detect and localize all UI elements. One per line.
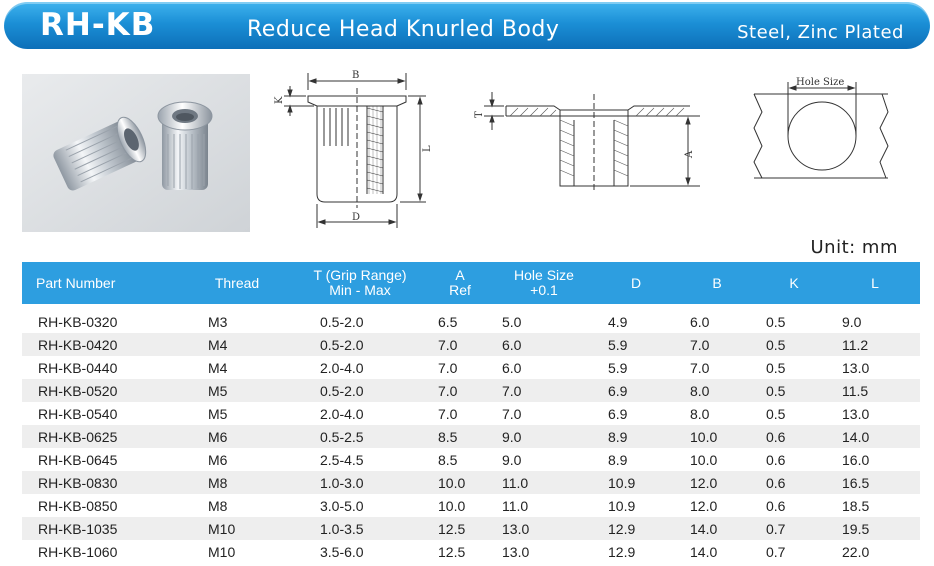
hole-size-drawing xyxy=(748,72,894,200)
table-cell: RH-KB-0420 xyxy=(22,333,182,356)
table-cell: 9.0 xyxy=(830,310,920,333)
table-cell: M5 xyxy=(182,379,292,402)
table-cell: RH-KB-0540 xyxy=(22,402,182,425)
table-cell: 0.7 xyxy=(758,517,830,540)
table-cell: 19.5 xyxy=(830,517,920,540)
table-cell: 1.0-3.5 xyxy=(292,517,428,540)
table-cell: 14.0 xyxy=(676,540,758,563)
table-cell: 0.6 xyxy=(758,425,830,448)
table-cell: 7.0 xyxy=(428,333,492,356)
table-cell: 7.0 xyxy=(428,356,492,379)
table-cell: 7.0 xyxy=(492,402,596,425)
dim-k-label: K xyxy=(274,96,285,104)
table-cell: 7.0 xyxy=(676,356,758,379)
table-cell: 9.0 xyxy=(492,425,596,448)
table-cell: 0.5 xyxy=(758,356,830,379)
table-cell: 11.0 xyxy=(492,494,596,517)
table-cell: RH-KB-0830 xyxy=(22,471,182,494)
table-cell: M3 xyxy=(182,310,292,333)
table-cell: M8 xyxy=(182,494,292,517)
table-cell: 7.0 xyxy=(676,333,758,356)
table-cell: 2.0-4.0 xyxy=(292,402,428,425)
table-cell: 10.0 xyxy=(428,471,492,494)
table-cell: RH-KB-1060 xyxy=(22,540,182,563)
column-header-line1: B xyxy=(712,274,722,291)
table-cell: 7.0 xyxy=(492,379,596,402)
column-header-line1: Thread xyxy=(214,274,260,291)
title-banner xyxy=(4,2,930,49)
table-cell: 0.6 xyxy=(758,448,830,471)
table-cell: 6.9 xyxy=(596,379,676,402)
table-cell: M5 xyxy=(182,402,292,425)
table-cell: 13.0 xyxy=(492,517,596,540)
table-cell: 13.0 xyxy=(492,540,596,563)
table-body xyxy=(22,304,920,563)
table-cell: 8.5 xyxy=(428,448,492,471)
table-cell: 5.9 xyxy=(596,333,676,356)
table-cell: 5.9 xyxy=(596,356,676,379)
table-cell: M6 xyxy=(182,425,292,448)
table-cell: 13.0 xyxy=(830,402,920,425)
dim-d-label: D xyxy=(352,212,361,223)
table-cell: 10.9 xyxy=(596,494,676,517)
table-cell: 10.0 xyxy=(676,448,758,471)
table-cell: 0.5-2.0 xyxy=(292,310,428,333)
table-cell: 13.0 xyxy=(830,356,920,379)
table-header-row xyxy=(22,262,920,304)
installed-section-drawing xyxy=(476,80,700,200)
table-cell: RH-KB-0850 xyxy=(22,494,182,517)
dim-b-label: B xyxy=(352,70,360,81)
unit-label: Unit: mm xyxy=(810,237,898,258)
table-cell: 6.0 xyxy=(492,333,596,356)
table-row xyxy=(22,356,920,379)
table-cell: 14.0 xyxy=(676,517,758,540)
table-cell: 3.0-5.0 xyxy=(292,494,428,517)
table-cell: 0.5 xyxy=(758,402,830,425)
dim-l-label: L xyxy=(422,145,433,152)
table-row xyxy=(22,517,920,540)
table-cell: 1.0-3.0 xyxy=(292,471,428,494)
table-cell: 0.5 xyxy=(758,379,830,402)
table-cell: M4 xyxy=(182,356,292,379)
column-header-line1: Hole Size xyxy=(514,267,574,283)
table-cell: 8.9 xyxy=(596,425,676,448)
table-cell: 3.5-6.0 xyxy=(292,540,428,563)
table-cell: 22.0 xyxy=(830,540,920,563)
table-cell: 10.0 xyxy=(676,425,758,448)
table-cell: 4.9 xyxy=(596,310,676,333)
table-cell: RH-KB-0520 xyxy=(22,379,182,402)
table-cell: 0.7 xyxy=(758,540,830,563)
table-cell: 12.9 xyxy=(596,540,676,563)
column-header xyxy=(292,262,428,304)
table-cell: RH-KB-0320 xyxy=(22,310,182,333)
dim-a-label: A xyxy=(684,150,695,158)
spec-table xyxy=(22,262,920,563)
table-row xyxy=(22,310,920,333)
column-header xyxy=(22,262,182,304)
column-header-line2: +0.1 xyxy=(530,282,558,298)
table-cell: 12.5 xyxy=(428,517,492,540)
table-cell: M8 xyxy=(182,471,292,494)
table-cell: 5.0 xyxy=(492,310,596,333)
table-cell: 2.5-4.5 xyxy=(292,448,428,471)
table-cell: 12.0 xyxy=(676,471,758,494)
table-row xyxy=(22,540,920,563)
table-cell: 0.5 xyxy=(758,310,830,333)
table-cell: M4 xyxy=(182,333,292,356)
table-cell: 0.6 xyxy=(758,471,830,494)
table-cell: 10.0 xyxy=(428,494,492,517)
column-header xyxy=(758,262,830,304)
column-header-line2: Ref xyxy=(449,282,471,298)
table-cell: 0.5-2.0 xyxy=(292,333,428,356)
table-cell: 18.5 xyxy=(830,494,920,517)
table-cell: 6.0 xyxy=(676,310,758,333)
table-cell: 12.9 xyxy=(596,517,676,540)
column-header-line1: A xyxy=(455,267,465,283)
table-cell: RH-KB-0440 xyxy=(22,356,182,379)
table-cell: RH-KB-0645 xyxy=(22,448,182,471)
product-photo xyxy=(22,74,250,232)
table-cell: 11.0 xyxy=(492,471,596,494)
table-cell: M10 xyxy=(182,517,292,540)
product-name: Reduce Head Knurled Body xyxy=(247,17,560,42)
table-cell: 16.5 xyxy=(830,471,920,494)
column-header-line2: Min - Max xyxy=(329,282,391,298)
table-cell: 6.5 xyxy=(428,310,492,333)
table-cell: 6.9 xyxy=(596,402,676,425)
table-cell: 14.0 xyxy=(830,425,920,448)
table-cell: RH-KB-0625 xyxy=(22,425,182,448)
rivet-nut-photo-image xyxy=(22,74,250,232)
hole-size-label: Hole Size xyxy=(796,77,845,88)
column-header xyxy=(596,262,676,304)
table-cell: 7.0 xyxy=(428,402,492,425)
table-cell: 2.0-4.0 xyxy=(292,356,428,379)
column-header-line1: D xyxy=(630,274,642,291)
dim-t-label: T xyxy=(474,111,485,118)
side-section-drawing xyxy=(270,68,440,234)
table-cell: 10.9 xyxy=(596,471,676,494)
table-cell: 11.2 xyxy=(830,333,920,356)
table-cell: 8.0 xyxy=(676,379,758,402)
column-header xyxy=(428,262,492,304)
table-cell: RH-KB-1035 xyxy=(22,517,182,540)
column-header xyxy=(492,262,596,304)
table-row xyxy=(22,448,920,471)
table-cell: 8.9 xyxy=(596,448,676,471)
table-cell: 16.0 xyxy=(830,448,920,471)
table-row xyxy=(22,379,920,402)
column-header-line1: L xyxy=(871,274,879,291)
table-cell: 12.5 xyxy=(428,540,492,563)
column-header-line1: K xyxy=(789,274,799,291)
product-material: Steel, Zinc Plated xyxy=(737,22,904,43)
table-cell: M6 xyxy=(182,448,292,471)
table-row xyxy=(22,425,920,448)
column-header xyxy=(830,262,920,304)
table-cell: M10 xyxy=(182,540,292,563)
table-cell: 12.0 xyxy=(676,494,758,517)
table-row xyxy=(22,402,920,425)
table-cell: 8.5 xyxy=(428,425,492,448)
table-row xyxy=(22,333,920,356)
table-row xyxy=(22,494,920,517)
column-header-line1: Part Number xyxy=(36,274,116,291)
table-cell: 11.5 xyxy=(830,379,920,402)
table-cell: 6.0 xyxy=(492,356,596,379)
table-cell: 0.5-2.5 xyxy=(292,425,428,448)
table-cell: 0.5 xyxy=(758,333,830,356)
table-cell: 9.0 xyxy=(492,448,596,471)
column-header xyxy=(676,262,758,304)
product-code: RH-KB xyxy=(40,7,156,43)
table-cell: 8.0 xyxy=(676,402,758,425)
table-row xyxy=(22,471,920,494)
table-cell: 0.6 xyxy=(758,494,830,517)
table-cell: 7.0 xyxy=(428,379,492,402)
column-header xyxy=(182,262,292,304)
table-cell: 0.5-2.0 xyxy=(292,379,428,402)
column-header-line1: T (Grip Range) xyxy=(313,267,407,283)
